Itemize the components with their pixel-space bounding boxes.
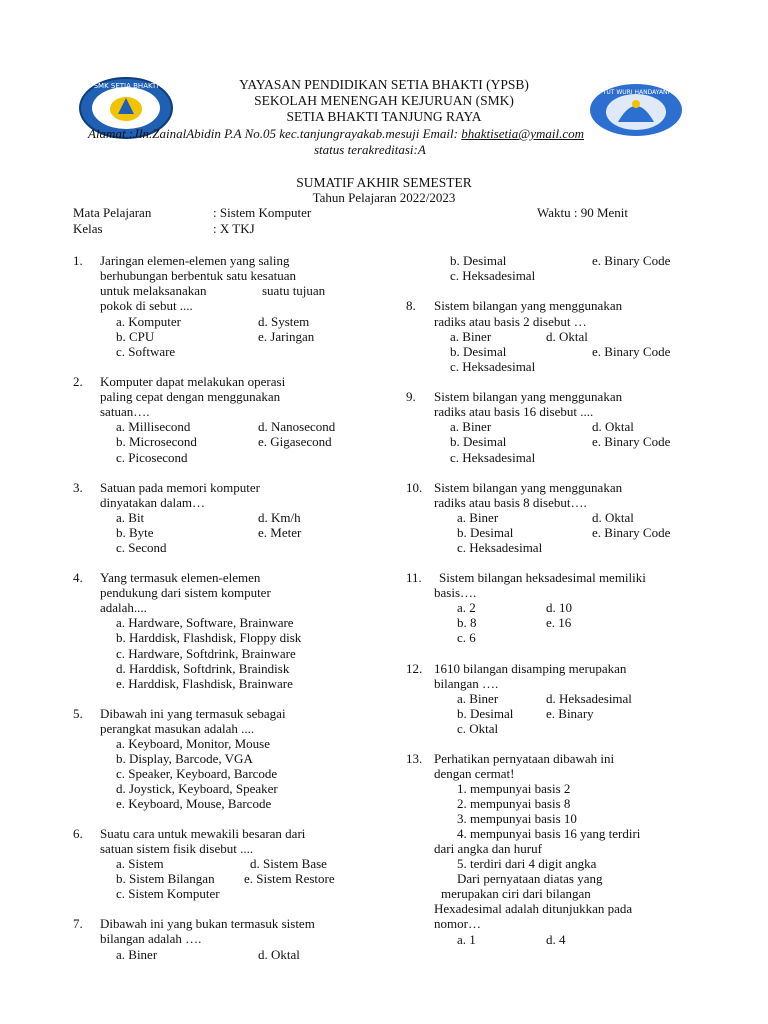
- question-text: Sistem bilangan yang menggunakan: [434, 389, 623, 404]
- question-number: 4.: [73, 570, 83, 585]
- option-c: c. Sistem Komputer: [116, 886, 220, 901]
- option-e: e. Harddisk, Flashdisk, Brainware: [116, 676, 293, 691]
- question-text: Hexadesimal adalah ditunjukkan pada: [434, 901, 633, 916]
- option-d: d. Km/h: [258, 510, 301, 525]
- option-e: e. Binary Code: [592, 344, 671, 359]
- option-b: b. Desimal: [450, 344, 507, 359]
- option-b: b. Sistem Bilangan: [116, 871, 215, 886]
- option-d: d. Heksadesimal: [546, 691, 632, 706]
- question-text: radiks atau basis 16 disebut ....: [434, 404, 594, 419]
- email-link[interactable]: bhaktisetia@ymail.com: [461, 126, 585, 141]
- option-b: b. Desimal: [450, 253, 507, 268]
- question-text: Dibawah ini yang termasuk sebagai: [100, 706, 286, 721]
- option-d: d. Joystick, Keyboard, Speaker: [116, 781, 278, 796]
- option-e: e. Sistem Restore: [244, 871, 335, 886]
- question-text: Dibawah ini yang bukan termasuk sistem: [100, 916, 315, 931]
- statement-4: 4. mempunyai basis 16 yang terdiri: [457, 826, 641, 841]
- question-number: 6.: [73, 826, 83, 841]
- question-text: Dari pernyataan diatas yang: [457, 871, 603, 886]
- question-number: 11.: [406, 570, 422, 585]
- question-text: nomor…: [434, 916, 481, 931]
- option-d: d. Nanosecond: [258, 419, 336, 434]
- question-number: 2.: [73, 374, 83, 389]
- option-a: a. Komputer: [116, 314, 181, 329]
- option-a: a. 2: [457, 600, 476, 615]
- option-c: c. Picosecond: [116, 450, 188, 465]
- option-b: b. Harddisk, Flashdisk, Floppy disk: [116, 630, 302, 645]
- question-text: Yang termasuk elemen-elemen: [100, 570, 261, 585]
- option-a: a. 1: [457, 932, 476, 947]
- option-c: c. Software: [116, 344, 176, 359]
- exam-title: SUMATIF AKHIR SEMESTER: [296, 175, 472, 190]
- option-d: d. 10: [546, 600, 572, 615]
- option-d: d. Oktal: [258, 947, 300, 962]
- foundation-name: YAYASAN PENDIDIKAN SETIA BHAKTI (YPSB): [239, 77, 529, 92]
- option-e: e. Gigasecond: [258, 434, 332, 449]
- logo-text: TUT WURI HANDAYANI: [602, 89, 670, 96]
- question-text: untuk melaksanakan: [100, 283, 207, 298]
- option-a: a. Biner: [457, 691, 499, 706]
- option-a: a. Hardware, Software, Brainware: [116, 615, 294, 630]
- option-a: a. Bit: [116, 510, 145, 525]
- option-d: d. Harddisk, Softdrink, Braindisk: [116, 661, 290, 676]
- option-c: c. Heksadesimal: [450, 268, 536, 283]
- exam-time: Waktu : 90 Menit: [537, 205, 629, 220]
- question-text: Sistem bilangan yang menggunakan: [434, 480, 623, 495]
- option-c: c. Oktal: [457, 721, 499, 736]
- question-text: bilangan ….: [434, 676, 499, 691]
- option-b: b. Byte: [116, 525, 154, 540]
- question-text: paling cepat dengan menggunakan: [100, 389, 281, 404]
- option-a: a. Biner: [450, 329, 492, 344]
- question-number: 13.: [406, 751, 423, 766]
- option-c: c. Speaker, Keyboard, Barcode: [116, 766, 278, 781]
- option-e: e. Jaringan: [258, 329, 315, 344]
- question-text: satuan sistem fisik disebut ....: [100, 841, 254, 856]
- question-text: berhubungan berbentuk satu kesatuan: [100, 268, 297, 283]
- question-text: pendukung dari sistem komputer: [100, 585, 271, 600]
- option-a: a. Biner: [450, 419, 492, 434]
- school-name: SETIA BHAKTI TANJUNG RAYA: [286, 109, 482, 124]
- question-text: merupakan ciri dari bilangan: [441, 886, 591, 901]
- subject-value: : Sistem Komputer: [213, 205, 312, 220]
- option-b: b. 8: [457, 615, 477, 630]
- option-c: c. Heksadesimal: [457, 540, 543, 555]
- question-number: 5.: [73, 706, 83, 721]
- subject-label: Mata Pelajaran: [73, 205, 152, 220]
- option-a: a. Sistem: [116, 856, 164, 871]
- exam-year: Tahun Pelajaran 2022/2023: [312, 190, 456, 205]
- statement-3: 3. mempunyai basis 10: [457, 811, 577, 826]
- option-d: d. Oktal: [592, 510, 634, 525]
- question-text: Jaringan elemen-elemen yang saling: [100, 253, 290, 268]
- question-text: Sistem bilangan heksadesimal memiliki: [439, 570, 646, 585]
- class-label: Kelas: [73, 221, 103, 236]
- statement-4-continued: dari angka dan huruf: [434, 841, 542, 856]
- question-number: 12.: [406, 661, 423, 676]
- option-c: c. Hardware, Softdrink, Brainware: [116, 646, 296, 661]
- option-c: c. Heksadesimal: [450, 359, 536, 374]
- option-e: e. Meter: [258, 525, 302, 540]
- question-text: satuan….: [100, 404, 150, 419]
- option-b: b. Desimal: [457, 525, 514, 540]
- option-d: d. Oktal: [592, 419, 634, 434]
- option-d: d. Sistem Base: [250, 856, 327, 871]
- question-text: Satuan pada memori komputer: [100, 480, 260, 495]
- question-number: 3.: [73, 480, 83, 495]
- statement-5: 5. terdiri dari 4 digit angka: [457, 856, 597, 871]
- option-b: b. CPU: [116, 329, 155, 344]
- class-value: : X TKJ: [213, 221, 255, 236]
- option-a: a. Biner: [116, 947, 158, 962]
- question-text: Suatu cara untuk mewakili besaran dari: [100, 826, 306, 841]
- option-b: b. Desimal: [457, 706, 514, 721]
- option-c: c. Second: [116, 540, 167, 555]
- question-text: radiks atau basis 2 disebut …: [434, 314, 587, 329]
- question-text: 1610 bilangan disamping merupakan: [434, 661, 627, 676]
- question-number: 8.: [406, 298, 416, 313]
- option-b: b. Display, Barcode, VGA: [116, 751, 253, 766]
- option-d: d. System: [258, 314, 310, 329]
- accreditation-status: status terakreditasi:A: [314, 142, 426, 157]
- option-e: e. Binary: [546, 706, 594, 721]
- question-number: 9.: [406, 389, 416, 404]
- option-b: b. Microsecond: [116, 434, 197, 449]
- question-text: Komputer dapat melakukan operasi: [100, 374, 286, 389]
- option-a: a. Millisecond: [116, 419, 191, 434]
- option-e: e. Binary Code: [592, 525, 671, 540]
- option-e: e. 16: [546, 615, 572, 630]
- question-text: adalah....: [100, 600, 147, 615]
- question-text: radiks atau basis 8 disebut….: [434, 495, 587, 510]
- question-text: dinyatakan dalam…: [100, 495, 206, 510]
- question-number: 10.: [406, 480, 423, 495]
- school-address: [88, 126, 584, 142]
- option-a: a. Keyboard, Monitor, Mouse: [116, 736, 271, 751]
- option-e: e. Keyboard, Mouse, Barcode: [116, 796, 272, 811]
- option-d: d. Oktal: [546, 329, 588, 344]
- question-text: bilangan adalah ….: [100, 931, 202, 946]
- question-text: Perhatikan pernyataan dibawah ini: [434, 751, 615, 766]
- statement-1: 1. mempunyai basis 2: [457, 781, 571, 796]
- option-b: b. Desimal: [450, 434, 507, 449]
- question-text: dengan cermat!: [434, 766, 515, 781]
- logo-text: SMK SETIA BHAKTI: [93, 82, 159, 90]
- option-e: e. Binary Code: [592, 253, 671, 268]
- option-e: e. Binary Code: [592, 434, 671, 449]
- question-number: 7.: [73, 916, 83, 931]
- school-type: SEKOLAH MENENGAH KEJURUAN (SMK): [254, 93, 514, 108]
- statement-2: 2. mempunyai basis 8: [457, 796, 571, 811]
- question-text: suatu tujuan: [262, 283, 326, 298]
- question-text: perangkat masukan adalah ....: [100, 721, 255, 736]
- address-text: Alamat :Jln.ZainalAbidin P.A No.05 kec.tanjungrayakab.mesuji Email:: [88, 126, 462, 141]
- option-c: c. 6: [457, 630, 476, 645]
- option-d: d. 4: [546, 932, 566, 947]
- question-text: Sistem bilangan yang menggunakan: [434, 298, 623, 313]
- question-text: basis….: [434, 585, 477, 600]
- question-number: 1.: [73, 253, 83, 268]
- question-text: pokok di sebut ....: [100, 298, 193, 313]
- option-c: c. Heksadesimal: [450, 450, 536, 465]
- option-a: a. Biner: [457, 510, 499, 525]
